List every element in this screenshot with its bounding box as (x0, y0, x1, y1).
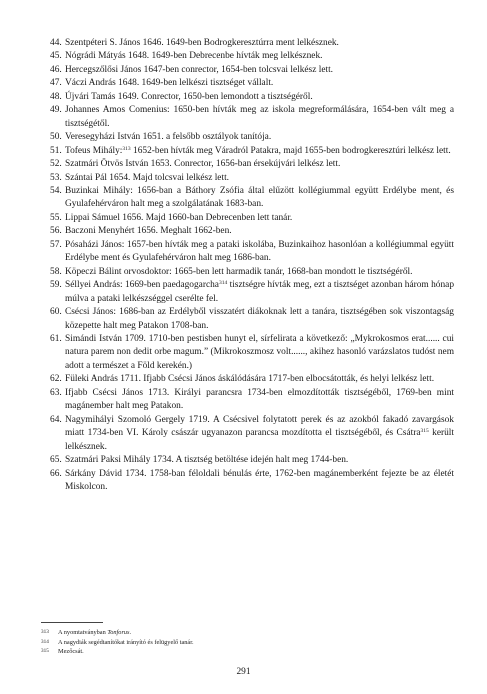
entry-text: Johannes Amos Comenius: 1650-ben hívták meg az iskola megreformálására, 1654-ben vált meg a tisztségétől. (65, 105, 454, 129)
list-item (50, 64, 454, 77)
entry-number: 66. (50, 468, 62, 479)
entry-number: 65. (50, 455, 62, 466)
entry-text: Újvári Tamás 1649. Conrector, 1650-ben lemondott a tisztségéről. (65, 91, 313, 102)
entry-text: Baczoni Menyhért 1656. Meghalt 1662-ben. (65, 226, 232, 237)
list-item (50, 37, 454, 50)
entry-number: 54. (50, 185, 62, 196)
entry-number: 60. (50, 307, 62, 318)
entry-number: 50. (50, 132, 62, 143)
list-item (50, 387, 454, 414)
entry-text: Simándi István 1709. 1710-ben pestisben hunyt el, sírfelirata a következő: „Mykrokosmos erat...... cui natura parem non dedit orbe magum.” (Mikrokoszmosz volt......, akihez hasonló varázslatos tudóst nem adott a természet a Föld kerekén.) (65, 333, 454, 371)
entry-number: 48. (50, 91, 62, 102)
list-item (50, 104, 454, 131)
entry-number: 63. (50, 387, 62, 398)
entry-number: 44. (50, 38, 62, 48)
entry-number: 61. (50, 333, 62, 344)
list-item (50, 172, 454, 185)
footnote-text: A nyomtatványban (58, 629, 108, 636)
footnote-number: 313 (41, 629, 49, 635)
footnote-reference: 313 (122, 145, 131, 152)
entry-text: Füleki András 1711. Ifjabb Csécsi János áskálódására 1717-ben elbocsátották, és helyi lelkész lett. (65, 374, 435, 385)
entry-number: 62. (50, 374, 62, 385)
entry-number: 53. (50, 172, 62, 183)
footnote-text: . (129, 629, 132, 636)
entry-number: 58. (50, 266, 62, 277)
list-item (50, 212, 454, 225)
entry-text: Nógrádi Mátyás 1648. 1649-ben Debrecenbe hívták meg lelkésznek. (65, 51, 323, 62)
footnote-text: A nagydiák segédtanítókat irányító és felügyelő tanár. (58, 638, 194, 646)
list-item (50, 454, 454, 467)
footnote-number: 315 (41, 648, 49, 655)
entry-text: Szatmári Paksi Mihály 1734. A tisztség betöltése idején halt meg 1744-ben. (65, 455, 349, 466)
footnote-number: 314 (41, 638, 49, 645)
entry-number: 57. (50, 239, 62, 250)
entry-text: Hercegszőlősi János 1647-ben conrector, 1654-ben tolcsvai lelkész lett. (65, 64, 334, 75)
list-item (50, 373, 454, 386)
entry-number: 64. (50, 414, 62, 425)
list-item (50, 185, 454, 212)
footnote-reference: 314 (218, 280, 228, 287)
footnote (41, 647, 461, 657)
entry-text: került lelkésznek. (65, 428, 455, 452)
footnote-italic-text: Tonforus (107, 629, 130, 636)
list-item (50, 91, 454, 104)
entry-number: 51. (50, 145, 62, 156)
entry-text: Buzinkai Mihály: 1656-ban a Báthory Zsófia által elűzött kollégiummal együtt Erdélybe ment, és Gyulafehérváron halt meg a szolgálatának 1683-ban. (65, 185, 454, 210)
entry-text: tisztségre hívták meg, ezt a tisztséget azonban három hónap múlva a pataki lelkészséggel cserélte fel. (65, 280, 455, 304)
list-item (50, 50, 454, 63)
list-item (50, 239, 454, 266)
entry-number: 46. (50, 64, 62, 75)
entry-text: Ifjabb Csécsi János 1713. Királyi parancsra 1734-ben elmozdították tisztségéből, 1769-ben mint magánember halt meg Patakon. (65, 387, 454, 412)
list-item (50, 414, 454, 454)
list-item (50, 266, 454, 279)
entry-text: Veresegyházi István 1651. a felsőbb osztályok tanítója. (65, 132, 272, 143)
entry-number: 52. (50, 159, 62, 170)
entry-text: Szatmári Ötvös István 1653. Conrector, 1656-ban érsekújvári lelkész lett. (65, 159, 341, 170)
entry-number: 59. (50, 280, 62, 291)
footnote-list (41, 628, 461, 657)
entry-text: 1652-ben hívták meg Váradról Patakra, majd 1655-ben bodrogkeresztúri lelkész lett. (130, 145, 451, 156)
entry-text: Csécsi János: 1686-ban az Erdélyből visszatért diákoknak lett a tanára, tisztségében sok viszontagság közepette halt meg Patakon 1708-ban. (65, 307, 454, 331)
list-item (50, 131, 454, 144)
entry-number: 47. (50, 78, 62, 89)
footnote (41, 638, 461, 648)
list-item (50, 333, 454, 373)
list-item (50, 145, 454, 158)
list-item (50, 306, 454, 333)
footnote-divider (41, 622, 103, 623)
entry-text: Váczi András 1648. 1649-ben lelkészi tisztséget vállalt. (65, 78, 274, 89)
list-item (50, 225, 454, 238)
list-item (50, 279, 454, 306)
footnote-text: Mezőcsát. (58, 648, 84, 656)
entry-text: Nagymihályi Szomoló Gergely 1719. A Csécsivel folytatott perek és az azokból fakadó zavargások miatt 1734-ben VI. Károly császár ugyanazon parancsa mozdította el tisztségéből, és Csátra (65, 414, 454, 439)
entry-number: 56. (50, 226, 62, 237)
entry-number: 49. (50, 105, 62, 116)
entry-text: Séllyei András: 1669-ben paedagogarcha (65, 280, 219, 291)
list-item (50, 77, 454, 90)
entry-number: 45. (50, 51, 62, 62)
entry-text: Szántai Pál 1654. Majd tolcsvai lelkész lett. (65, 172, 230, 183)
list-item (50, 158, 454, 171)
entry-text: Lippai Sámuel 1656. Majd 1660-ban Debrecenben lett tanár. (65, 212, 293, 223)
entry-text: Sárkány Dávid 1734. 1758-ban féloldali bénulás érte, 1762-ben magánemberként fejezte be az életét Miskolcon. (65, 468, 454, 492)
entry-text: Köpeczi Bálint orvosdoktor: 1665-ben lett harmadik tanár, 1668-ban mondott le tisztségéről. (65, 266, 413, 277)
entry-text: Szentpéteri S. János 1646. 1649-ben Bodrogkeresztúrra ment lelkésznek. (65, 38, 339, 48)
entry-text: Pósaházi János: 1657-ben hívták meg a pataki iskolába, Buzinkaihoz hasonlóan a kollégiummal együtt Erdélybe ment és Gyulafehérváron halt meg 1686-ban. (65, 239, 454, 264)
entry-list (50, 37, 454, 494)
list-item (50, 468, 454, 495)
page-number: 291 (236, 667, 251, 677)
entry-number: 55. (50, 212, 62, 223)
footnote-reference: 315 (420, 428, 429, 435)
entry-text: Tofeus Mihály: (65, 145, 123, 156)
footnote (41, 628, 461, 638)
